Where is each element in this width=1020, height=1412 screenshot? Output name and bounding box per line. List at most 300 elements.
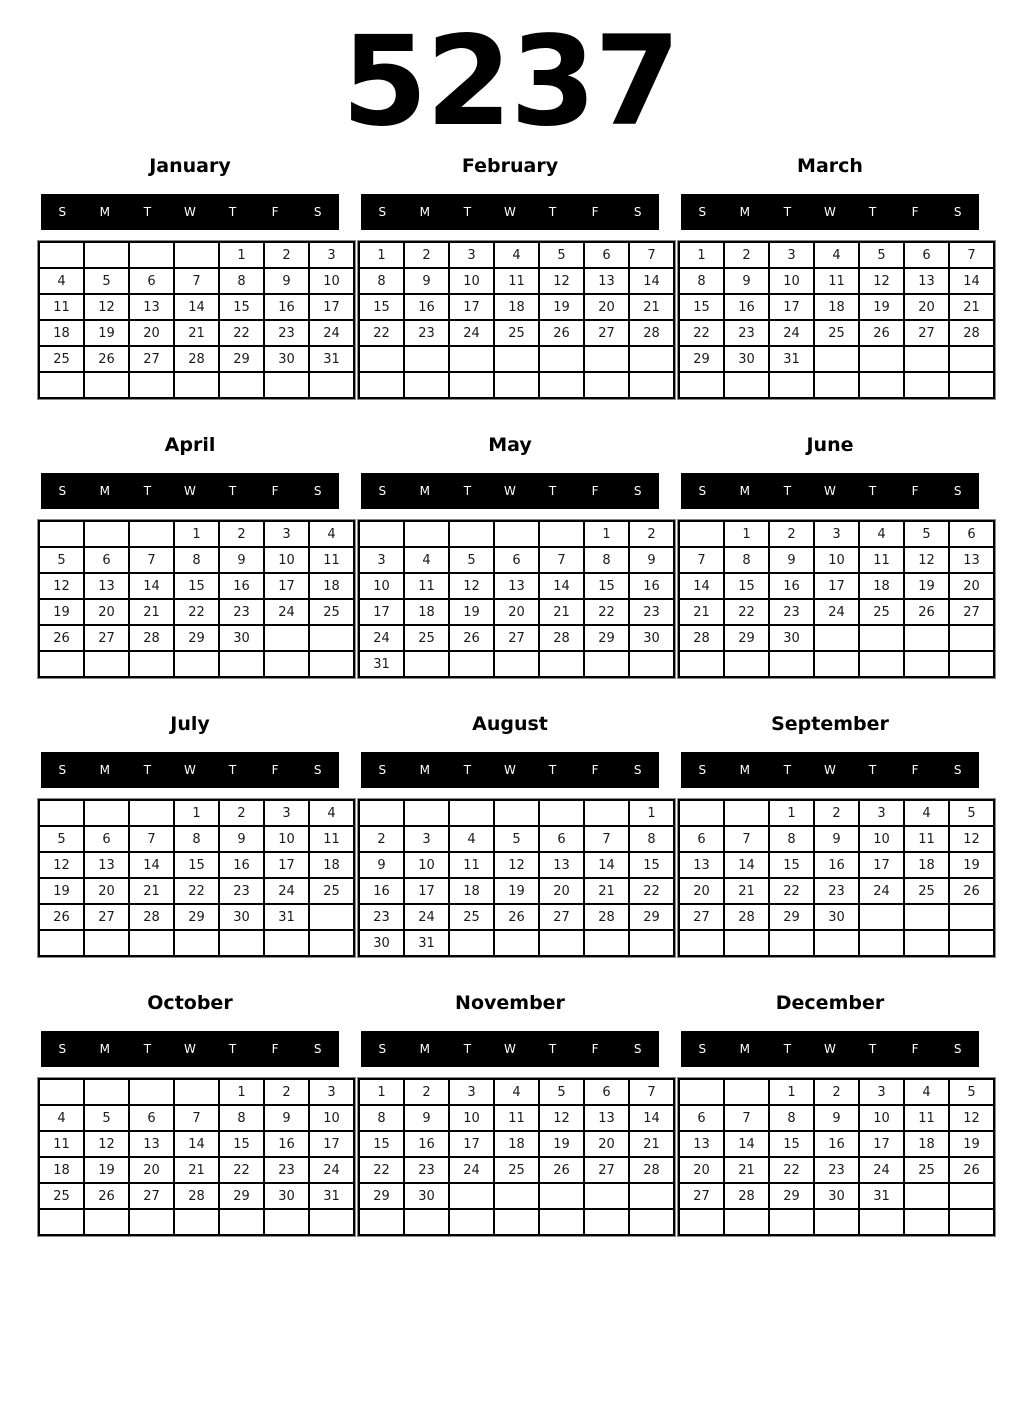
empty-day-cell (404, 372, 449, 398)
empty-day-cell (494, 1209, 539, 1235)
week-row (679, 320, 994, 346)
empty-day-cell (584, 372, 629, 398)
week-row (39, 547, 354, 573)
month-table-body (679, 242, 994, 398)
day-cell: 8 (219, 1105, 264, 1131)
empty-day-cell (219, 1209, 264, 1235)
day-cell: 5 (904, 521, 949, 547)
day-cell: 23 (219, 878, 264, 904)
day-cell: 20 (494, 599, 539, 625)
day-cell: 14 (174, 1131, 219, 1157)
empty-day-cell (949, 930, 994, 956)
day-cell: 7 (724, 1105, 769, 1131)
day-cell: 24 (309, 1157, 354, 1183)
day-cell: 14 (679, 573, 724, 599)
day-cell: 19 (539, 294, 584, 320)
day-cell: 6 (84, 826, 129, 852)
weekday-header-bar (681, 473, 979, 509)
day-cell: 30 (404, 1183, 449, 1209)
day-cell: 15 (174, 573, 219, 599)
empty-day-cell (769, 651, 814, 677)
day-cell: 20 (84, 878, 129, 904)
week-row (39, 1209, 354, 1235)
day-cell: 27 (539, 904, 584, 930)
day-cell: 26 (949, 878, 994, 904)
day-cell: 4 (309, 521, 354, 547)
day-cell: 6 (494, 547, 539, 573)
day-cell: 31 (309, 1183, 354, 1209)
empty-day-cell (679, 930, 724, 956)
day-cell: 29 (219, 346, 264, 372)
week-row (679, 800, 994, 826)
day-cell: 25 (494, 1157, 539, 1183)
day-cell: 1 (769, 1079, 814, 1105)
day-cell: 16 (359, 878, 404, 904)
day-cell: 24 (359, 625, 404, 651)
month-block (358, 423, 662, 702)
week-row (39, 1157, 354, 1183)
empty-day-cell (539, 1183, 584, 1209)
day-cell: 1 (174, 521, 219, 547)
empty-day-cell (494, 651, 539, 677)
day-cell: 20 (584, 294, 629, 320)
week-row (39, 852, 354, 878)
day-cell: 30 (264, 1183, 309, 1209)
day-cell: 1 (219, 242, 264, 268)
weekday-label: S (378, 763, 387, 777)
day-cell: 26 (539, 320, 584, 346)
day-cell: 17 (769, 294, 814, 320)
empty-day-cell (769, 372, 814, 398)
weekday-label: S (633, 763, 642, 777)
empty-day-cell (174, 372, 219, 398)
day-cell: 11 (859, 547, 904, 573)
empty-day-cell (494, 372, 539, 398)
day-cell: 13 (949, 547, 994, 573)
day-cell: 4 (814, 242, 859, 268)
empty-day-cell (814, 346, 859, 372)
day-cell: 29 (769, 1183, 814, 1209)
empty-day-cell (39, 521, 84, 547)
empty-day-cell (629, 1183, 674, 1209)
month-table-body (359, 242, 674, 398)
day-cell: 7 (174, 268, 219, 294)
day-cell: 23 (264, 1157, 309, 1183)
day-cell: 20 (949, 573, 994, 599)
day-cell: 21 (679, 599, 724, 625)
day-cell: 7 (629, 242, 674, 268)
day-cell: 26 (949, 1157, 994, 1183)
week-row (39, 1183, 354, 1209)
day-cell: 14 (129, 852, 174, 878)
weekday-label: S (633, 1042, 642, 1056)
weekday-label: S (633, 484, 642, 498)
weekday-label: S (313, 484, 322, 498)
day-cell: 26 (904, 599, 949, 625)
empty-day-cell (39, 1079, 84, 1105)
day-cell: 29 (724, 625, 769, 651)
weekday-header-bar (41, 194, 339, 230)
weekday-label: T (868, 763, 877, 777)
weekday-label: T (143, 1042, 152, 1056)
day-cell: 26 (449, 625, 494, 651)
day-cell: 11 (494, 268, 539, 294)
day-cell: 21 (724, 878, 769, 904)
month-title: January (149, 155, 231, 177)
week-row (359, 372, 674, 398)
empty-day-cell (264, 372, 309, 398)
day-cell: 30 (769, 625, 814, 651)
day-cell: 1 (679, 242, 724, 268)
month-table-body (359, 521, 674, 677)
day-cell: 27 (904, 320, 949, 346)
day-cell: 20 (679, 1157, 724, 1183)
weekday-header-bar (361, 194, 659, 230)
day-cell: 30 (724, 346, 769, 372)
week-row (359, 1183, 674, 1209)
day-cell: 17 (449, 1131, 494, 1157)
day-cell: 15 (359, 294, 404, 320)
day-cell: 15 (769, 1131, 814, 1157)
day-cell: 24 (264, 878, 309, 904)
weekday-label: S (633, 205, 642, 219)
weekday-label: T (463, 763, 472, 777)
day-cell: 27 (84, 904, 129, 930)
day-cell: 13 (494, 573, 539, 599)
day-cell: 5 (39, 826, 84, 852)
day-cell: 19 (39, 599, 84, 625)
week-row (679, 242, 994, 268)
weekday-label: M (419, 205, 431, 219)
week-row (359, 320, 674, 346)
weekday-label: W (824, 1042, 836, 1056)
empty-day-cell (539, 346, 584, 372)
day-cell: 23 (404, 1157, 449, 1183)
empty-day-cell (724, 1209, 769, 1235)
day-cell: 2 (814, 800, 859, 826)
empty-day-cell (814, 651, 859, 677)
weekday-label: F (911, 205, 919, 219)
day-cell: 30 (219, 904, 264, 930)
week-row (39, 625, 354, 651)
week-row (39, 294, 354, 320)
weekday-label: S (953, 1042, 962, 1056)
year-title: 5237 (341, 10, 679, 154)
day-cell: 24 (859, 1157, 904, 1183)
empty-day-cell (949, 372, 994, 398)
week-row (39, 1105, 354, 1131)
day-cell: 19 (859, 294, 904, 320)
weekday-label: T (228, 484, 237, 498)
week-row (359, 547, 674, 573)
day-cell: 13 (129, 1131, 174, 1157)
day-cell: 15 (359, 1131, 404, 1157)
day-cell: 22 (359, 320, 404, 346)
empty-day-cell (129, 372, 174, 398)
day-cell: 27 (84, 625, 129, 651)
day-cell: 23 (219, 599, 264, 625)
day-cell: 22 (359, 1157, 404, 1183)
weekday-header-bar (361, 1031, 659, 1067)
month-table-body (39, 242, 354, 398)
day-cell: 31 (859, 1183, 904, 1209)
day-cell: 12 (539, 1105, 584, 1131)
week-row (359, 242, 674, 268)
empty-day-cell (219, 930, 264, 956)
day-cell: 9 (404, 1105, 449, 1131)
day-cell: 26 (84, 1183, 129, 1209)
day-cell: 1 (724, 521, 769, 547)
day-cell: 28 (174, 346, 219, 372)
empty-day-cell (814, 930, 859, 956)
week-row (359, 1079, 674, 1105)
weekday-label: M (99, 484, 111, 498)
day-cell: 10 (859, 826, 904, 852)
month-table (358, 799, 675, 957)
day-cell: 27 (679, 904, 724, 930)
week-row (39, 800, 354, 826)
day-cell: 12 (84, 1131, 129, 1157)
empty-day-cell (629, 372, 674, 398)
empty-day-cell (264, 1209, 309, 1235)
weekday-label: T (868, 484, 877, 498)
empty-day-cell (904, 625, 949, 651)
empty-day-cell (174, 651, 219, 677)
empty-day-cell (724, 1079, 769, 1105)
day-cell: 8 (359, 1105, 404, 1131)
day-cell: 6 (679, 826, 724, 852)
empty-day-cell (904, 1183, 949, 1209)
day-cell: 21 (629, 1131, 674, 1157)
day-cell: 16 (629, 573, 674, 599)
weekday-label: W (504, 484, 516, 498)
empty-day-cell (949, 625, 994, 651)
month-table (358, 241, 675, 399)
day-cell: 4 (494, 242, 539, 268)
empty-day-cell (449, 1183, 494, 1209)
empty-day-cell (219, 372, 264, 398)
day-cell: 14 (724, 1131, 769, 1157)
day-cell: 10 (814, 547, 859, 573)
day-cell: 31 (309, 346, 354, 372)
empty-day-cell (724, 930, 769, 956)
day-cell: 30 (814, 1183, 859, 1209)
week-row (359, 800, 674, 826)
weekday-label: W (824, 763, 836, 777)
day-cell: 6 (584, 1079, 629, 1105)
day-cell: 5 (84, 268, 129, 294)
day-cell: 4 (859, 521, 904, 547)
day-cell: 18 (494, 1131, 539, 1157)
day-cell: 7 (679, 547, 724, 573)
day-cell: 5 (84, 1105, 129, 1131)
day-cell: 16 (724, 294, 769, 320)
day-cell: 2 (629, 521, 674, 547)
day-cell: 23 (359, 904, 404, 930)
day-cell: 26 (39, 625, 84, 651)
empty-day-cell (584, 651, 629, 677)
day-cell: 2 (219, 521, 264, 547)
month-table-body (679, 521, 994, 677)
weekday-label: F (271, 484, 279, 498)
week-row (679, 852, 994, 878)
day-cell: 30 (814, 904, 859, 930)
weekday-label: T (783, 1042, 792, 1056)
day-cell: 30 (359, 930, 404, 956)
day-cell: 6 (679, 1105, 724, 1131)
day-cell: 12 (904, 547, 949, 573)
day-cell: 16 (814, 1131, 859, 1157)
empty-day-cell (814, 372, 859, 398)
day-cell: 3 (309, 1079, 354, 1105)
empty-day-cell (129, 1209, 174, 1235)
month-table (38, 241, 355, 399)
day-cell: 23 (404, 320, 449, 346)
day-cell: 17 (449, 294, 494, 320)
day-cell: 4 (404, 547, 449, 573)
weekday-label: W (504, 1042, 516, 1056)
day-cell: 16 (264, 294, 309, 320)
day-cell: 3 (769, 242, 814, 268)
week-row (679, 573, 994, 599)
week-row (39, 878, 354, 904)
day-cell: 12 (949, 1105, 994, 1131)
day-cell: 4 (39, 1105, 84, 1131)
day-cell: 13 (679, 852, 724, 878)
day-cell: 14 (129, 573, 174, 599)
week-row (359, 930, 674, 956)
day-cell: 9 (264, 268, 309, 294)
day-cell: 14 (629, 1105, 674, 1131)
day-cell: 6 (539, 826, 584, 852)
week-row (39, 242, 354, 268)
day-cell: 7 (174, 1105, 219, 1131)
day-cell: 25 (904, 1157, 949, 1183)
week-row (39, 1079, 354, 1105)
empty-day-cell (174, 1209, 219, 1235)
empty-day-cell (449, 372, 494, 398)
day-cell: 26 (84, 346, 129, 372)
weekday-label: F (911, 484, 919, 498)
weekday-label: F (271, 205, 279, 219)
day-cell: 8 (724, 547, 769, 573)
day-cell: 6 (584, 242, 629, 268)
weekday-label: S (698, 205, 707, 219)
day-cell: 17 (814, 573, 859, 599)
day-cell: 25 (814, 320, 859, 346)
day-cell: 21 (174, 320, 219, 346)
month-table-body (39, 1079, 354, 1235)
empty-day-cell (309, 1209, 354, 1235)
day-cell: 25 (449, 904, 494, 930)
day-cell: 16 (404, 1131, 449, 1157)
day-cell: 10 (404, 852, 449, 878)
weekday-label: W (824, 484, 836, 498)
day-cell: 5 (539, 242, 584, 268)
week-row (39, 930, 354, 956)
day-cell: 18 (859, 573, 904, 599)
weekday-label: S (953, 484, 962, 498)
day-cell: 21 (539, 599, 584, 625)
day-cell: 8 (769, 1105, 814, 1131)
empty-day-cell (404, 1209, 449, 1235)
day-cell: 21 (949, 294, 994, 320)
day-cell: 26 (859, 320, 904, 346)
empty-day-cell (814, 1209, 859, 1235)
day-cell: 4 (449, 826, 494, 852)
weekday-header-bar (681, 194, 979, 230)
day-cell: 16 (814, 852, 859, 878)
day-cell: 21 (584, 878, 629, 904)
empty-day-cell (679, 521, 724, 547)
day-cell: 2 (769, 521, 814, 547)
week-row (359, 878, 674, 904)
weekday-label: W (184, 205, 196, 219)
empty-day-cell (679, 651, 724, 677)
week-row (679, 294, 994, 320)
day-cell: 4 (39, 268, 84, 294)
empty-day-cell (84, 1079, 129, 1105)
weekday-label: F (591, 763, 599, 777)
empty-day-cell (39, 242, 84, 268)
empty-day-cell (359, 346, 404, 372)
day-cell: 11 (404, 573, 449, 599)
day-cell: 28 (724, 1183, 769, 1209)
day-cell: 5 (949, 800, 994, 826)
day-cell: 15 (629, 852, 674, 878)
weekday-label: W (504, 205, 516, 219)
day-cell: 1 (359, 1079, 404, 1105)
empty-day-cell (679, 1209, 724, 1235)
week-row (359, 294, 674, 320)
week-row (679, 599, 994, 625)
weekday-label: M (99, 763, 111, 777)
weekday-label: F (911, 763, 919, 777)
empty-day-cell (539, 521, 584, 547)
day-cell: 12 (449, 573, 494, 599)
day-cell: 29 (629, 904, 674, 930)
weekday-label: M (419, 1042, 431, 1056)
empty-day-cell (584, 1209, 629, 1235)
empty-day-cell (769, 1209, 814, 1235)
day-cell: 18 (814, 294, 859, 320)
empty-day-cell (949, 1183, 994, 1209)
day-cell: 24 (264, 599, 309, 625)
empty-day-cell (449, 346, 494, 372)
weekday-label: M (739, 484, 751, 498)
day-cell: 8 (359, 268, 404, 294)
day-cell: 24 (404, 904, 449, 930)
empty-day-cell (129, 242, 174, 268)
weekday-label: W (184, 1042, 196, 1056)
empty-day-cell (629, 651, 674, 677)
day-cell: 12 (494, 852, 539, 878)
week-row (359, 599, 674, 625)
empty-day-cell (904, 904, 949, 930)
day-cell: 15 (724, 573, 769, 599)
day-cell: 3 (859, 800, 904, 826)
day-cell: 2 (404, 1079, 449, 1105)
empty-day-cell (84, 521, 129, 547)
empty-day-cell (904, 346, 949, 372)
empty-day-cell (84, 242, 129, 268)
day-cell: 4 (309, 800, 354, 826)
day-cell: 15 (174, 852, 219, 878)
day-cell: 18 (404, 599, 449, 625)
week-row (679, 651, 994, 677)
day-cell: 29 (769, 904, 814, 930)
day-cell: 17 (264, 573, 309, 599)
